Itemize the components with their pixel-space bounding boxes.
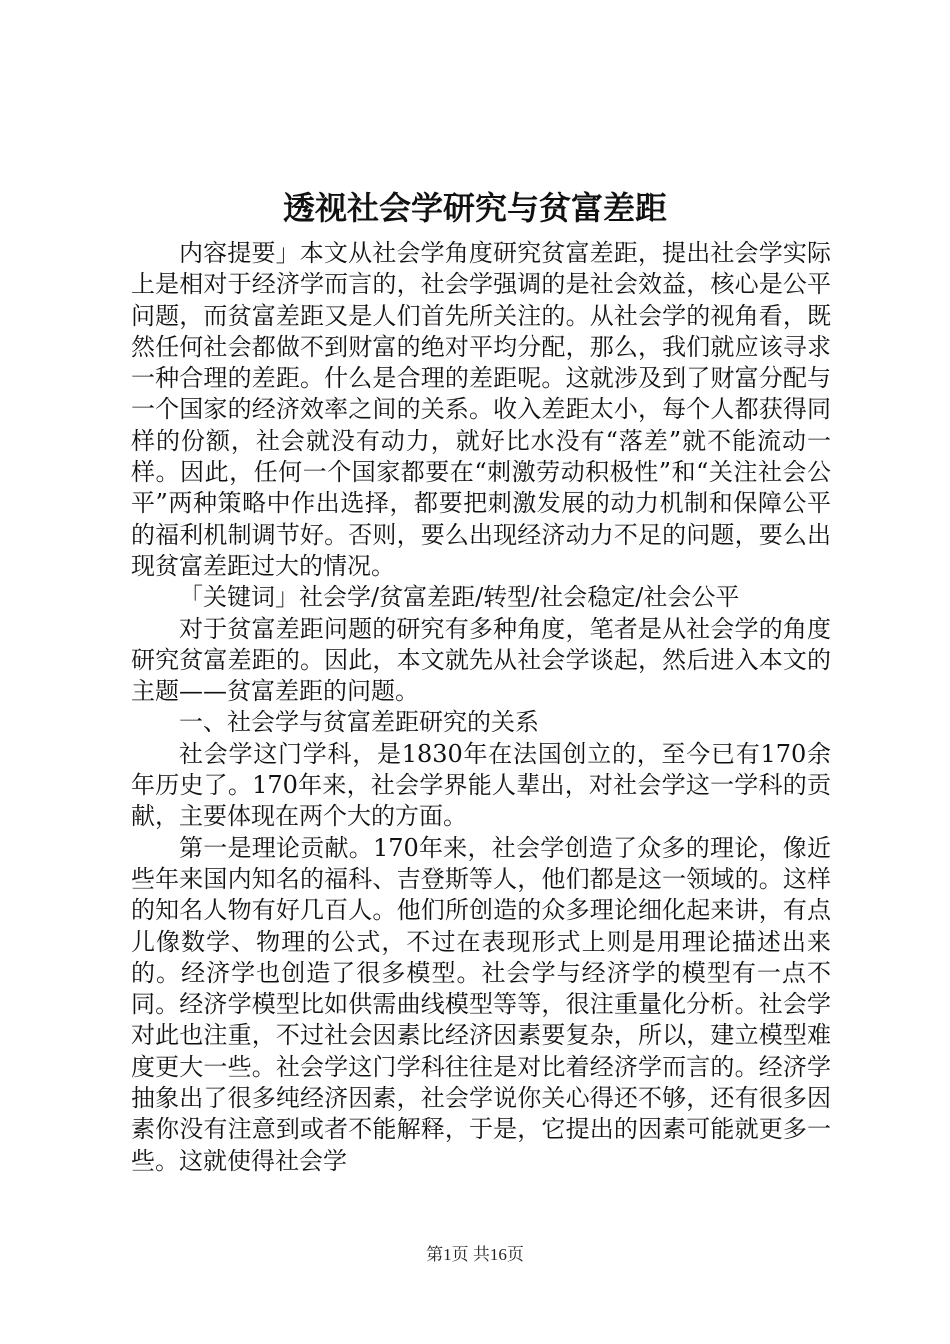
body-paragraph: 社会学这门学科，是1830年在法国创立的，至今已有170余年历史了。170年来，社会学界能人辈出，对社会学这一学科的贡献，主要体现在两个大的方面。: [131, 739, 831, 831]
abstract-paragraph: 内容提要」本文从社会学角度研究贫富差距，提出社会学实际上是相对于经济学而言的，社会学强调的是社会效益，核心是公平问题，而贫富差距又是人们首先所关注的。从社会学的视角看，既然任何社会都做不到财富的绝对平均分配，那么，我们就应该寻求一种合理的差距。什么是合理的差距呢。这就涉及到了财富分配与一个国家的经济效率之间的关系。收入差距太小，每个人都获得同样的份额，社会就没有动力，就好比水没有“落差”就不能流动一样。因此，任何一个国家都要在“刺激劳动积极性”和“关注社会公平”两种策略中作出选择，都要把刺激发展的动力机制和保障公平的福利机制调节好。否则，要么出现经济动力不足的问题，要么出现贫富差距过大的情况。: [131, 239, 831, 580]
keywords-paragraph: 「关键词」社会学/贫富差距/转型/社会稳定/社会公平: [179, 583, 740, 612]
document-body: [131, 238, 831, 1177]
body-paragraph: 对于贫富差距问题的研究有多种角度，笔者是从社会学的角度研究贫富差距的。因此，本文就先从社会学谈起，然后进入本文的主题——贫富差距的问题。: [131, 614, 831, 706]
page-footer: 第1页 共16页: [426, 1245, 524, 1264]
document-title: 透视社会学研究与贫富差距: [282, 189, 667, 227]
body-paragraph: 第一是理论贡献。170年来，社会学创造了众多的理论，像近些年来国内知名的福科、吉登斯等人，他们都是这一领域的。这样的知名人物有好几百人。他们所创造的众多理论细化起来讲，有点儿像数学、物理的公式，不过在表现形式上则是用理论描述出来的。经济学也创造了很多模型。社会学与经济学的模型有一点不同。经济学模型比如供需曲线模型等等，很注重量化分析。社会学对此也注重，不过社会因素比经济因素要复杂，所以，建立模型难度更大一些。社会学这门学科往往是对比着经济学而言的。经济学抽象出了很多纯经济因素，社会学说你关心得还不够，还有很多因素你没有注意到或者不能解释，于是，它提出的因素可能就更多一些。这就使得社会学: [131, 833, 831, 1175]
section-heading: 一、社会学与贫富差距研究的关系: [179, 708, 539, 737]
